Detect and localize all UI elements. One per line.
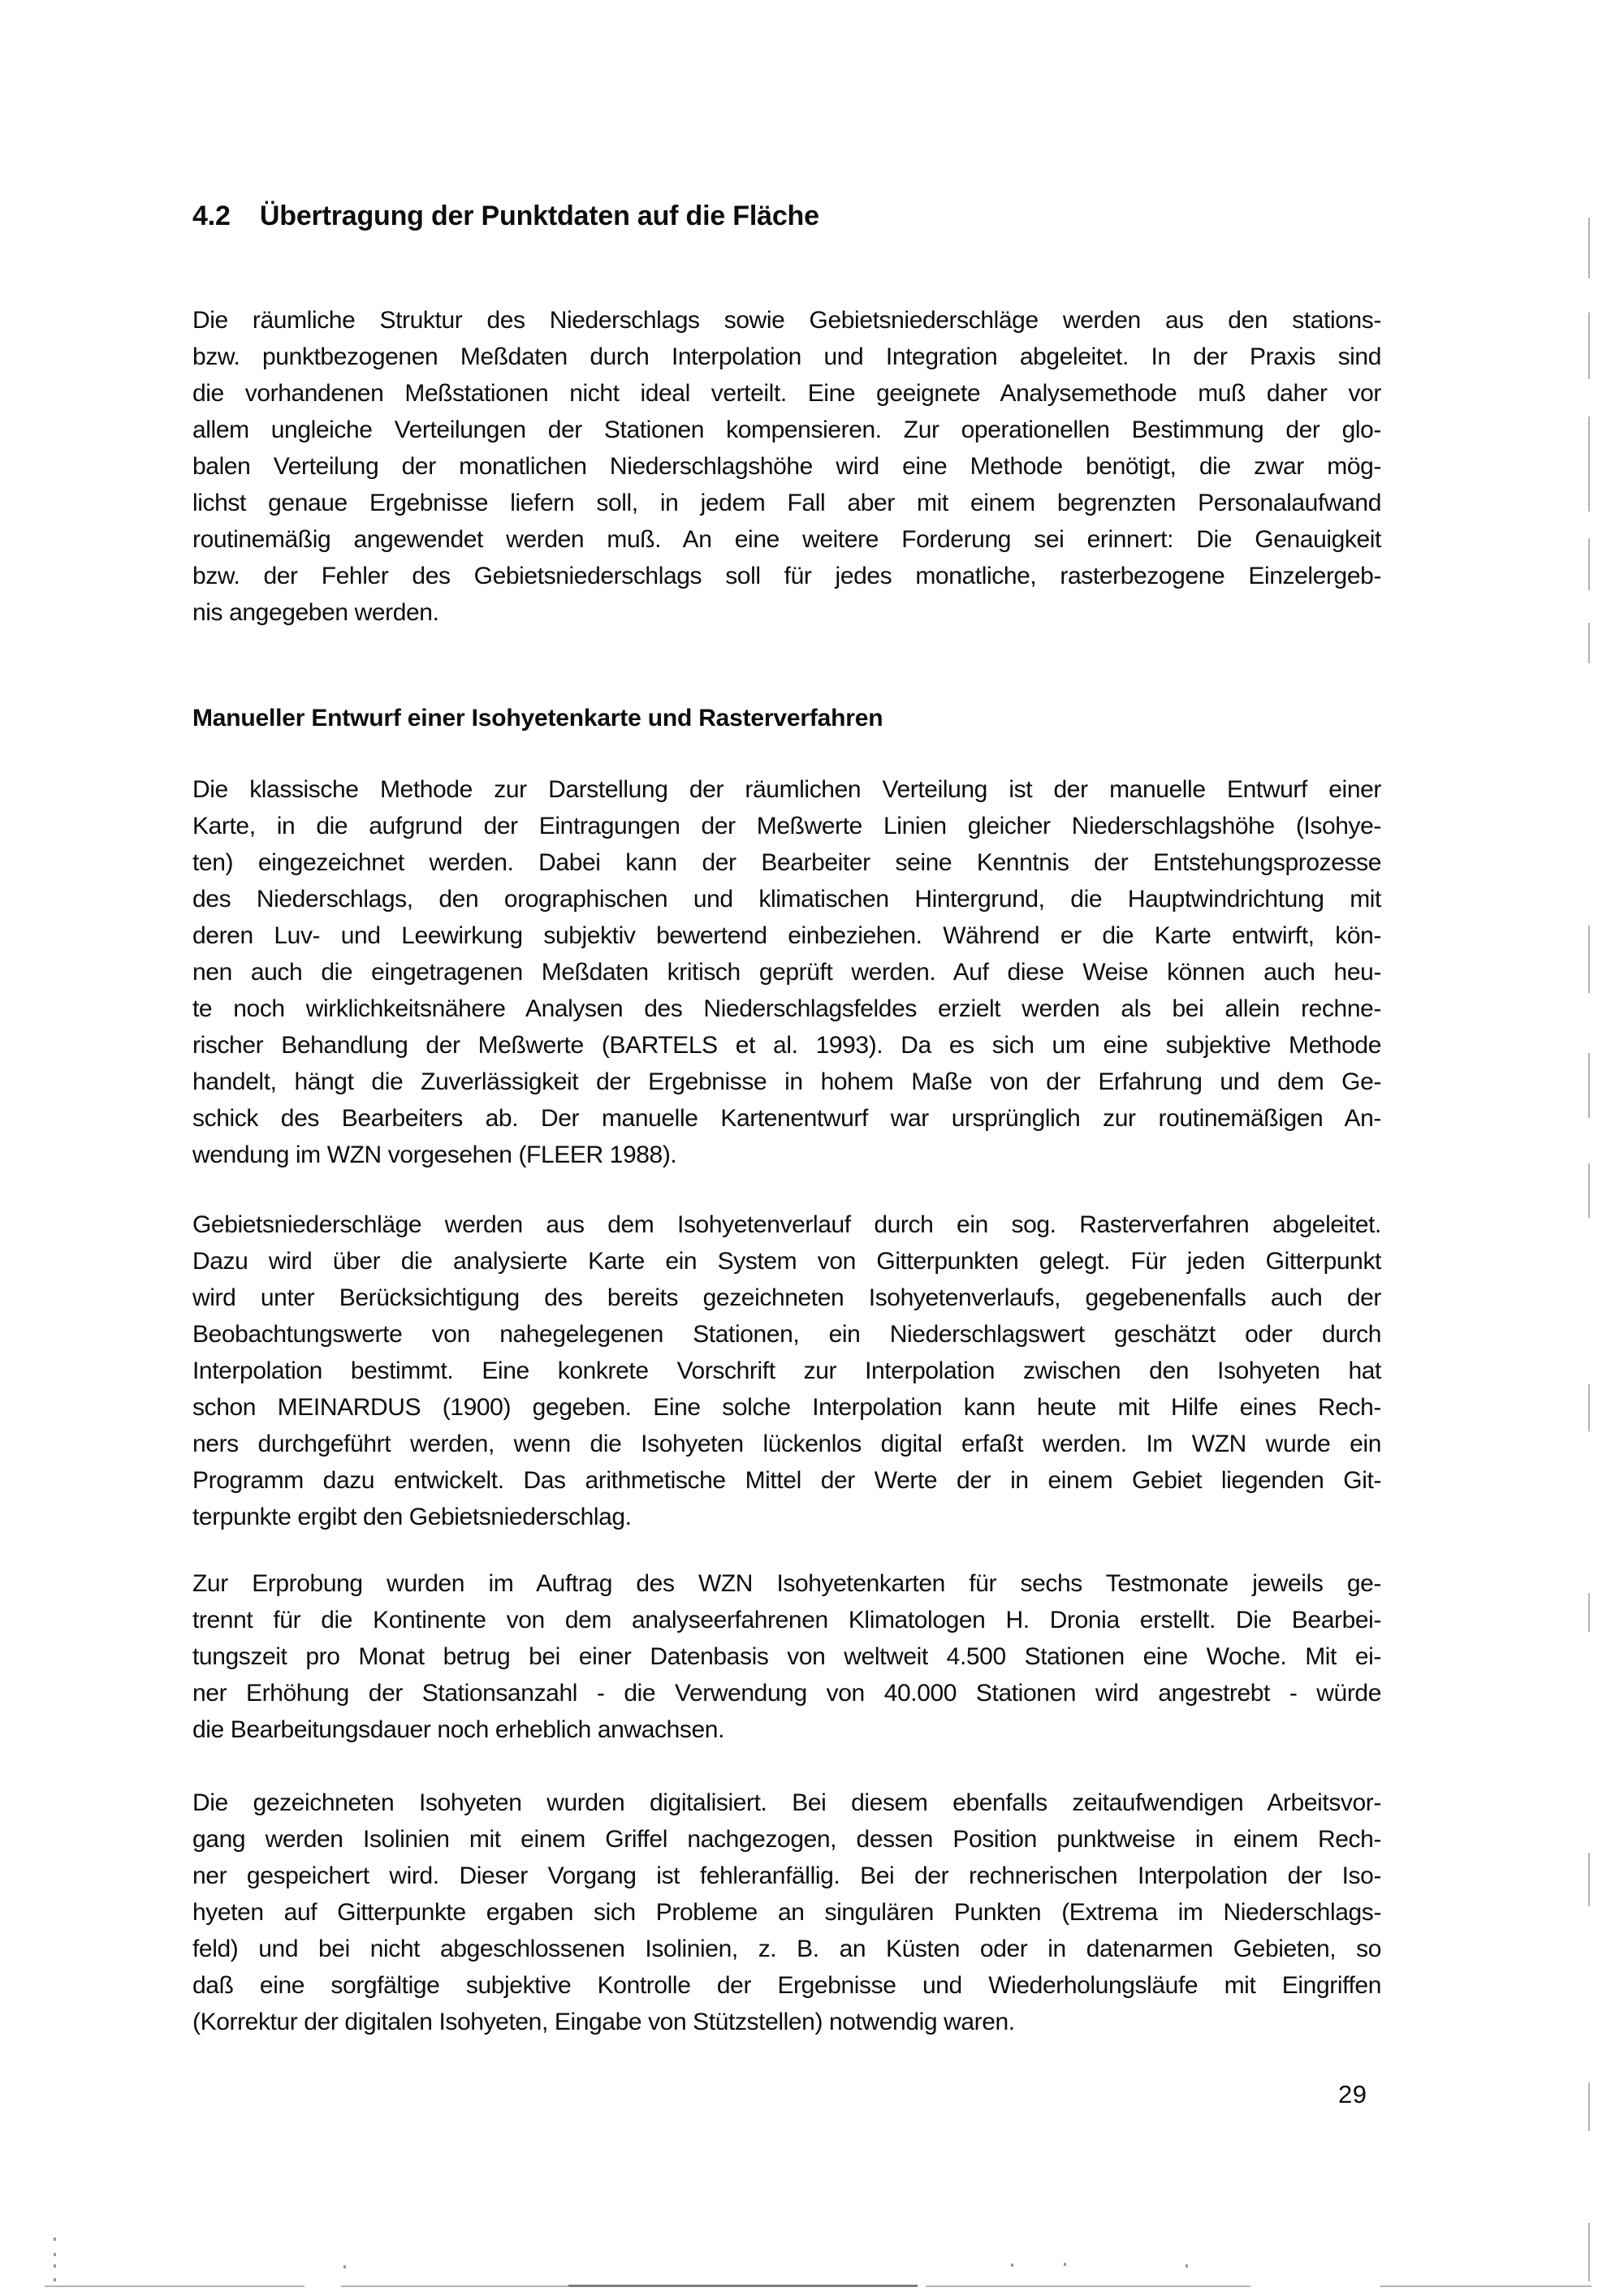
text-line: wird unter Berücksichtigung des bereits gezeichneten Isohyetenverlaufs, gegebenenfalls auch der (192, 1284, 1381, 1311)
text-line: nis angegeben werden. (192, 599, 439, 626)
text-line: die vorhandenen Meßstationen nicht ideal verteilt. Eine geeignete Analysemethode muß daher vor (192, 380, 1381, 407)
paragraph-2 (192, 771, 1381, 1173)
scan-mark (343, 2265, 346, 2268)
text-line: balen Verteilung der monatlichen Niederschlagshöhe wird eine Methode benötigt, die zwar mög- (192, 453, 1381, 480)
paragraph-1 (192, 302, 1381, 631)
text-line: des Niederschlags, den orographischen und klimatischen Hintergrund, die Hauptwindrichtung mit (192, 886, 1381, 913)
text-line: daß eine sorgfältige subjektive Kontrolle der Ergebnisse und Wiederholungsläufe mit Eingriffen (192, 1972, 1381, 1999)
scan-mark (341, 2285, 577, 2287)
text-line: feld) und bei nicht abgeschlossenen Isolinien, z. B. an Küsten oder in datenarmen Gebieten, so (192, 1936, 1381, 1962)
text-line: nen auch die eingetragenen Meßdaten kritisch geprüft werden. Auf diese Weise können auch heu- (192, 959, 1381, 986)
text-line: terpunkte ergibt den Gebietsniederschlag. (192, 1504, 632, 1530)
text-line: schick des Bearbeiters ab. Der manuelle Kartenentwurf war ursprünglich zur routinemäßigen An- (192, 1105, 1381, 1132)
scan-mark (926, 2285, 1250, 2287)
scan-mark (54, 2253, 56, 2256)
scan-mark (54, 2264, 56, 2268)
text-line: routinemäßig angewendet werden muß. An eine weitere Forderung sei erinnert: Die Genauigkeit (192, 526, 1381, 553)
scan-mark (1588, 1163, 1590, 1218)
scan-mark (1588, 1853, 1590, 1906)
scan-mark (54, 2238, 56, 2241)
text-line: schon MEINARDUS (1900) gegeben. Eine solche Interpolation kann heute mit Hilfe eines Rech- (192, 1394, 1381, 1421)
text-line: te noch wirklichkeitsnähere Analysen des Niederschlagsfeldes erzielt werden als bei allein rechne- (192, 995, 1381, 1022)
text-line: Gebietsniederschläge werden aus dem Isohyetenverlauf durch ein sog. Rasterverfahren abgeleitet. (192, 1211, 1381, 1238)
scan-mark (54, 2278, 56, 2281)
text-line: Beobachtungswerte von nahegelegenen Stationen, ein Niederschlagswert geschätzt oder durch (192, 1321, 1381, 1348)
text-line: hyeten auf Gitterpunkte ergaben sich Probleme an singulären Punkten (Extrema im Niederschlags- (192, 1899, 1381, 1926)
scan-mark (1588, 1384, 1590, 1431)
text-line: handelt, hängt die Zuverlässigkeit der Ergebnisse in hohem Maße von der Erfahrung und dem Ge- (192, 1068, 1381, 1095)
text-line: Programm dazu entwickelt. Das arithmetische Mittel der Werte der in einem Gebiet liegenden Git- (192, 1467, 1381, 1494)
text-line: allem ungleiche Verteilungen der Stationen kompensieren. Zur operationellen Bestimmung der glo- (192, 416, 1381, 443)
page-number: 29 (1338, 2080, 1367, 2108)
section-heading (192, 201, 819, 232)
text-line: rischer Behandlung der Meßwerte (BARTELS et al. 1993). Da es sich um eine subjektive Methode (192, 1032, 1381, 1059)
text-line: trennt für die Kontinente von dem analyseerfahrenen Klimatologen H. Dronia erstellt. Die Bearbei- (192, 1607, 1381, 1634)
text-line: (Korrektur der digitalen Isohyeten, Eingabe von Stützstellen) notwendig waren. (192, 2009, 1015, 2035)
scan-mark (1588, 623, 1590, 663)
scan-mark (1588, 1593, 1590, 1632)
text-line: gang werden Isolinien mit einem Griffel nachgezogen, dessen Position punktweise in einem Rech- (192, 1826, 1381, 1853)
text-line: wendung im WZN vorgesehen (FLEER 1988). (192, 1142, 677, 1168)
scan-mark (1588, 538, 1590, 590)
scan-mark (1380, 2285, 1592, 2287)
text-line: Die gezeichneten Isohyeten wurden digitalisiert. Bei diesem ebenfalls zeitaufwendigen Arbeitsvor- (192, 1789, 1381, 1816)
paragraph-3 (192, 1206, 1381, 1535)
section-title: Übertragung der Punktdaten auf die Fläche (259, 201, 819, 231)
text-line: ner Erhöhung der Stationsanzahl - die Verwendung von 40.000 Stationen wird angestrebt - würde (192, 1680, 1381, 1707)
text-line: die Bearbeitungsdauer noch erheblich anwachsen. (192, 1716, 724, 1743)
scan-mark (1588, 2082, 1590, 2131)
scan-mark (1588, 2223, 1590, 2281)
scan-mark (1064, 2263, 1066, 2266)
text-line: Zur Erprobung wurden im Auftrag des WZN Isohyetenkarten für sechs Testmonate jeweils ge- (192, 1570, 1381, 1597)
scan-mark (45, 2285, 304, 2287)
section-number: 4.2 (192, 201, 231, 231)
text-line: lichst genaue Ergebnisse liefern soll, in jedem Fall aber mit einem begrenzten Personalaufwand (192, 490, 1381, 516)
paragraph-5 (192, 1785, 1381, 2040)
text-line: tungszeit pro Monat betrug bei einer Datenbasis von weltweit 4.500 Stationen eine Woche. Mit ei- (192, 1643, 1381, 1670)
text-line: Interpolation bestimmt. Eine konkrete Vorschrift zur Interpolation zwischen den Isohyeten hat (192, 1357, 1381, 1384)
scan-mark (1186, 2264, 1188, 2268)
scan-mark (1588, 1053, 1590, 1118)
scan-mark (1011, 2264, 1013, 2267)
text-line: Die klassische Methode zur Darstellung der räumlichen Verteilung ist der manuelle Entwurf einer (192, 776, 1381, 803)
paragraph-4 (192, 1565, 1381, 1748)
text-line: Dazu wird über die analysierte Karte ein System von Gitterpunkten gelegt. Für jeden Gitterpunkt (192, 1248, 1381, 1275)
text-line: deren Luv- und Leewirkung subjektiv bewertend einbeziehen. Während er die Karte entwirft, kön- (192, 922, 1381, 949)
scan-mark (1588, 313, 1590, 379)
scan-mark (1588, 416, 1590, 511)
text-line: Karte, in die aufgrund der Eintragungen der Meßwerte Linien gleicher Niederschlagshöhe (Isohye- (192, 813, 1381, 839)
scan-mark (568, 2285, 918, 2287)
text-line: ner gespeichert wird. Dieser Vorgang ist fehleranfällig. Bei der rechnerischen Interpolation der Iso- (192, 1862, 1381, 1889)
subsection-heading: Manueller Entwurf einer Isohyetenkarte und Rasterverfahren (192, 705, 883, 732)
text-line: bzw. punktbezogenen Meßdaten durch Interpolation und Integration abgeleitet. In der Praxis sind (192, 343, 1381, 370)
text-line: bzw. der Fehler des Gebietsniederschlags soll für jedes monatliche, rasterbezogene Einzelergeb- (192, 563, 1381, 589)
scan-mark (1588, 926, 1590, 993)
scan-mark (1588, 218, 1590, 278)
text-line: ners durchgeführt werden, wenn die Isohyeten lückenlos digital erfaßt werden. Im WZN wurde ein (192, 1431, 1381, 1457)
text-line: ten) eingezeichnet werden. Dabei kann der Bearbeiter seine Kenntnis der Entstehungsprozesse (192, 849, 1381, 876)
text-line: Die räumliche Struktur des Niederschlags sowie Gebietsniederschläge werden aus den stations- (192, 307, 1381, 334)
